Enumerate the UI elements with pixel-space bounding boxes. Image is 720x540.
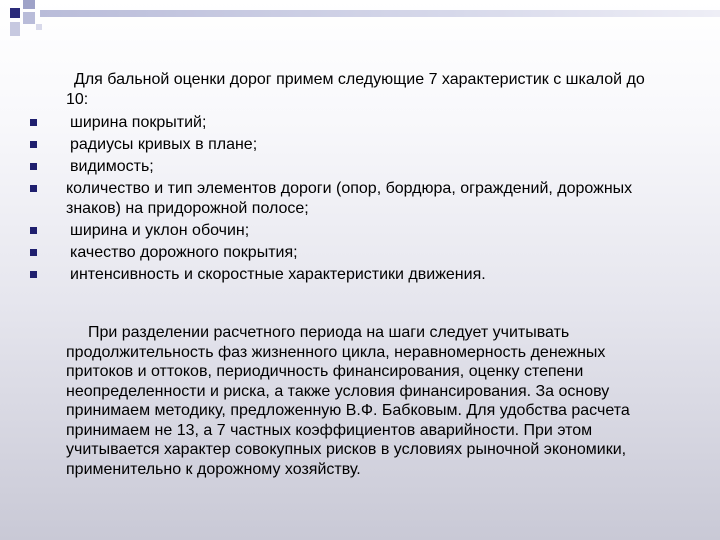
list-item — [30, 157, 670, 177]
body-paragraph: При разделении расчетного периода на шаги следует учитывать продолжительность фаз жизненного цикла, неравномерность денежных притоков и оттоков, периодичность финансирования, оценку степени неопределенности и риска, а также условия финансирования. За основу принимаем методику, предложенную В.Ф. Бабковым. Для удобства расчета принимаем не 13, а 7 частных коэффициентов аварийности. При этом учитывается характер совокупных рисков в условиях рыночной экономики, применительно к дорожному хозяйству. — [66, 324, 630, 478]
intro-text: Для бальной оценки дорог примем следующие 7 характеристик с шкалой до 10: — [66, 71, 645, 108]
list-item-text: ширина покрытий; — [70, 114, 207, 131]
header-bar — [40, 10, 720, 17]
list-item-text: ширина и уклон обочин; — [70, 222, 250, 239]
list-item — [30, 243, 670, 263]
decor-square — [10, 22, 20, 36]
square-bullet-icon — [30, 249, 37, 256]
list-item-text: количество и тип элементов дороги (опор, бордюра, ограждений, дорожных знаков) на придорожной полосе; — [66, 180, 633, 217]
list-item-text: видимость; — [70, 158, 154, 175]
list-item — [30, 265, 670, 285]
list-item-text: интенсивность и скоростные характеристики движения. — [70, 266, 486, 283]
square-bullet-icon — [30, 185, 37, 192]
list-item-text: радиусы кривых в плане; — [70, 136, 258, 153]
square-bullet-icon — [30, 227, 37, 234]
square-bullet-icon — [30, 141, 37, 148]
decor-square — [23, 0, 35, 9]
square-bullet-icon — [30, 271, 37, 278]
list-item — [30, 113, 670, 133]
list-item — [30, 135, 670, 155]
list-item-text: качество дорожного покрытия; — [70, 244, 298, 261]
decor-square — [10, 8, 20, 18]
square-bullet-icon — [30, 119, 37, 126]
characteristics-list — [30, 113, 670, 287]
decor-square — [23, 12, 35, 24]
decor-square — [36, 24, 42, 30]
list-item — [30, 221, 670, 241]
square-bullet-icon — [30, 163, 37, 170]
list-item — [30, 179, 670, 219]
